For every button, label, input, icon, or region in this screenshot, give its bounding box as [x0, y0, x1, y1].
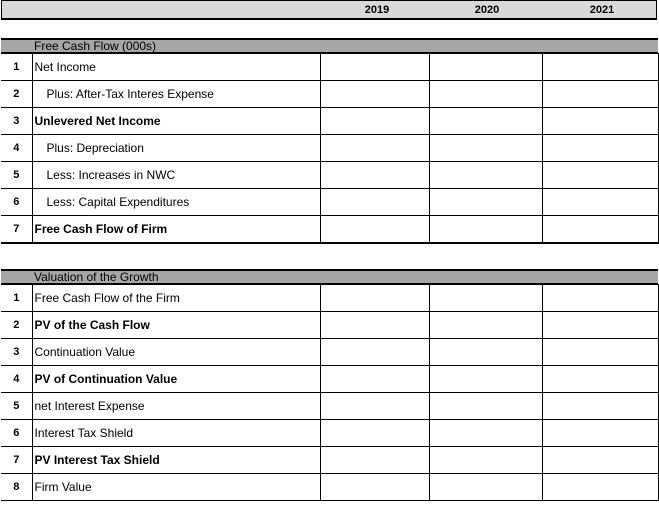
fcf-section-title: Free Cash Flow (000s): [34, 39, 157, 53]
valuation-section-header: [1, 269, 658, 284]
row-label: Interest Tax Shield: [32, 420, 320, 447]
row-number: 4: [1, 135, 32, 162]
value-cell-2020[interactable]: [429, 393, 542, 420]
table-row: [1, 393, 658, 420]
value-cell-2021[interactable]: [542, 447, 658, 474]
value-cell-2019[interactable]: [320, 108, 429, 135]
year-header: [1, 0, 657, 20]
value-cell-2020[interactable]: [429, 162, 542, 189]
value-cell-2021[interactable]: [542, 285, 658, 312]
row-number: 1: [1, 285, 32, 312]
row-label: Continuation Value: [32, 339, 320, 366]
table-row: [1, 108, 658, 135]
value-cell-2021[interactable]: [542, 189, 658, 216]
table-row: [1, 447, 658, 474]
row-label: Firm Value: [32, 474, 320, 501]
row-number: 2: [1, 312, 32, 339]
table-row: [1, 216, 658, 243]
value-cell-2019[interactable]: [320, 393, 429, 420]
row-label: PV of Continuation Value: [32, 366, 320, 393]
value-cell-2019[interactable]: [320, 447, 429, 474]
row-label: PV Interest Tax Shield: [32, 447, 320, 474]
value-cell-2019[interactable]: [320, 420, 429, 447]
value-cell-2020[interactable]: [429, 135, 542, 162]
table-row: [1, 366, 658, 393]
row-number: 4: [1, 366, 32, 393]
row-number: 7: [1, 216, 32, 243]
table-row: [1, 339, 658, 366]
value-cell-2020[interactable]: [429, 339, 542, 366]
row-label: Plus: After-Tax Interes Expense: [32, 81, 320, 108]
fcf-section-header: [1, 38, 658, 53]
row-number: 8: [1, 474, 32, 501]
value-cell-2020[interactable]: [429, 189, 542, 216]
table-row: [1, 312, 658, 339]
table-row: [1, 162, 658, 189]
fcf-table-wrap: [1, 53, 658, 244]
value-cell-2020[interactable]: [429, 312, 542, 339]
value-cell-2020[interactable]: [429, 420, 542, 447]
value-cell-2021[interactable]: [542, 216, 658, 243]
value-cell-2019[interactable]: [320, 366, 429, 393]
value-cell-2020[interactable]: [429, 54, 542, 81]
valuation-section-title: Valuation of the Growth: [34, 270, 159, 284]
row-label: Less: Increases in NWC: [32, 162, 320, 189]
value-cell-2019[interactable]: [320, 474, 429, 501]
table-row: [1, 54, 658, 81]
row-number: 5: [1, 393, 32, 420]
row-number: 5: [1, 162, 32, 189]
value-cell-2019[interactable]: [320, 285, 429, 312]
row-label: Free Cash Flow of the Firm: [32, 285, 320, 312]
table-row: [1, 135, 658, 162]
value-cell-2021[interactable]: [542, 420, 658, 447]
fcf-table: [1, 53, 659, 244]
value-cell-2020[interactable]: [429, 108, 542, 135]
value-cell-2020[interactable]: [429, 285, 542, 312]
row-number: 2: [1, 81, 32, 108]
valuation-table-wrap: [1, 284, 658, 501]
value-cell-2019[interactable]: [320, 81, 429, 108]
value-cell-2019[interactable]: [320, 216, 429, 243]
value-cell-2021[interactable]: [542, 393, 658, 420]
value-cell-2019[interactable]: [320, 162, 429, 189]
valuation-table: [1, 284, 659, 501]
value-cell-2021[interactable]: [542, 54, 658, 81]
value-cell-2019[interactable]: [320, 312, 429, 339]
row-label: net Interest Expense: [32, 393, 320, 420]
value-cell-2021[interactable]: [542, 366, 658, 393]
value-cell-2019[interactable]: [320, 339, 429, 366]
year-2021-header: 2021: [589, 4, 615, 16]
value-cell-2021[interactable]: [542, 135, 658, 162]
value-cell-2020[interactable]: [429, 81, 542, 108]
value-cell-2021[interactable]: [542, 162, 658, 189]
row-number: 1: [1, 54, 32, 81]
row-number: 7: [1, 447, 32, 474]
row-number: 6: [1, 189, 32, 216]
value-cell-2021[interactable]: [542, 108, 658, 135]
value-cell-2019[interactable]: [320, 189, 429, 216]
value-cell-2021[interactable]: [542, 474, 658, 501]
value-cell-2021[interactable]: [542, 312, 658, 339]
row-number: 3: [1, 339, 32, 366]
row-label: PV of the Cash Flow: [32, 312, 320, 339]
year-2019-header: 2019: [364, 4, 390, 16]
table-row: [1, 420, 658, 447]
value-cell-2020[interactable]: [429, 447, 542, 474]
row-label: Net Income: [32, 54, 320, 81]
row-label: Unlevered Net Income: [32, 108, 320, 135]
year-2020-header: 2020: [474, 4, 500, 16]
value-cell-2020[interactable]: [429, 216, 542, 243]
value-cell-2020[interactable]: [429, 474, 542, 501]
value-cell-2019[interactable]: [320, 135, 429, 162]
row-label: Less: Capital Expenditures: [32, 189, 320, 216]
value-cell-2021[interactable]: [542, 81, 658, 108]
value-cell-2019[interactable]: [320, 54, 429, 81]
value-cell-2020[interactable]: [429, 366, 542, 393]
table-row: [1, 189, 658, 216]
row-label: Plus: Depreciation: [32, 135, 320, 162]
row-number: 6: [1, 420, 32, 447]
table-row: [1, 81, 658, 108]
row-number: 3: [1, 108, 32, 135]
table-row: [1, 474, 658, 501]
value-cell-2021[interactable]: [542, 339, 658, 366]
table-row: [1, 285, 658, 312]
row-label: Free Cash Flow of Firm: [32, 216, 320, 243]
